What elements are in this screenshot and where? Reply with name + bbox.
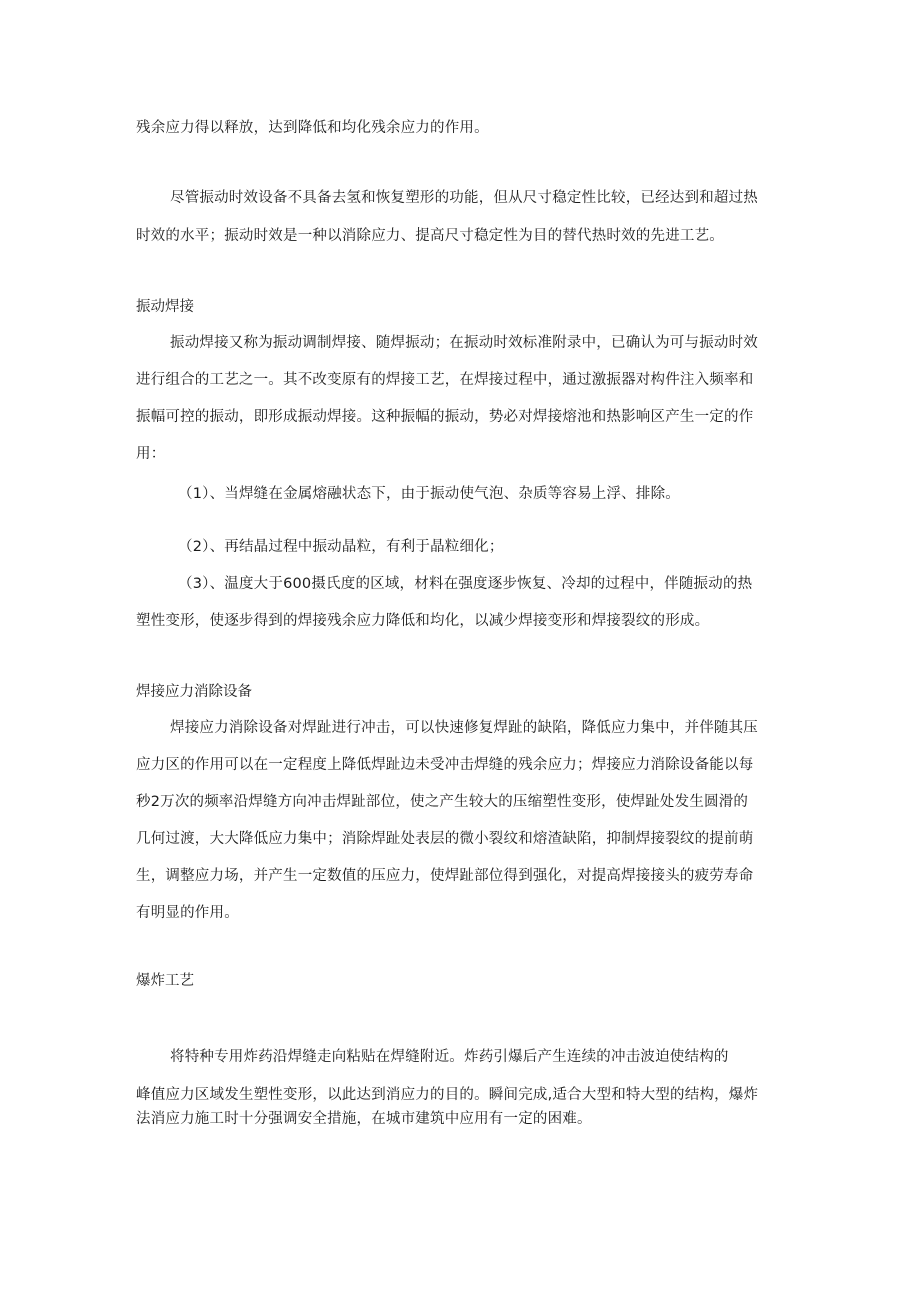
- list-item: （1）、当焊缝在金属熔融状态下，由于振动使气泡、杂质等容易上浮、排除。: [178, 486, 680, 502]
- paragraph-line: 将特种专用炸药沿焊缝走向粘贴在焊缝附近。炸药引爆后产生连续的冲击波迫使结构的: [170, 1049, 729, 1065]
- paragraph-line: 生，调整应力场，并产生一定数值的压应力，使焊趾部位得到强化，对提高焊接接头的疲劳寿命: [136, 868, 754, 884]
- list-item-continuation: 塑性变形，使逐步得到的焊接残余应力降低和均化，以减少焊接变形和焊接裂纹的形成。: [136, 613, 710, 629]
- section-heading-stress-relief-equipment: 焊接应力消除设备: [136, 684, 252, 700]
- paragraph-line: 几何过渡，大大降低应力集中；消除焊趾处表层的微小裂纹和熔渣缺陷，抑制焊接裂纹的提前萌: [136, 831, 754, 847]
- paragraph-line: 尽管振动时效设备不具备去氢和恢复塑形的功能，但从尺寸稳定性比较，已经达到和超过热: [170, 190, 758, 206]
- section-heading-vibration-welding: 振动焊接: [136, 299, 194, 315]
- list-item: （3）、温度大于600摄氏度的区域，材料在强度逐步恢复、冷却的过程中，伴随振动的热: [178, 576, 753, 592]
- paragraph-line: 法消应力施工时十分强调安全措施，在城市建筑中应用有一定的困难。: [136, 1111, 592, 1127]
- paragraph-line: 有明显的作用。: [136, 905, 239, 921]
- paragraph-line: 振幅可控的振动，即形成振动焊接。这种振幅的振动，势必对焊接熔池和热影响区产生一定的作: [136, 409, 754, 425]
- paragraph-line: 振动焊接又称为振动调制焊接、随焊振动；在振动时效标准附录中，已确认为可与振动时效: [170, 335, 758, 351]
- paragraph-line: 峰值应力区域发生塑性变形，以此达到消应力的目的。瞬间完成,适合大型和特大型的结构，爆炸: [136, 1087, 759, 1103]
- paragraph-line: 用：: [136, 446, 166, 462]
- paragraph-line: 时效的水平；振动时效是一种以消除应力、提高尺寸稳定性为目的替代热时效的先进工艺。: [136, 228, 724, 244]
- section-heading-explosion-process: 爆炸工艺: [136, 973, 194, 989]
- list-item: （2）、再结晶过程中振动晶粒，有利于晶粒细化；: [178, 539, 504, 555]
- paragraph-line: 焊接应力消除设备对焊趾进行冲击，可以快速修复焊趾的缺陷，降低应力集中，并伴随其压: [170, 720, 758, 736]
- paragraph-line: 应力区的作用可以在一定程度上降低焊趾边未受冲击焊缝的残余应力；焊接应力消除设备能以每: [136, 757, 754, 773]
- paragraph-line: 残余应力得以释放，达到降低和均化残余应力的作用。: [136, 120, 489, 136]
- paragraph-line: 秒2万次的频率沿焊缝方向冲击焊趾部位，使之产生较大的压缩塑性变形，使焊趾处发生圆滑的: [136, 794, 749, 810]
- paragraph-line: 进行组合的工艺之一。其不改变原有的焊接工艺，在焊接过程中，通过激振器对构件注入频率和: [136, 372, 754, 388]
